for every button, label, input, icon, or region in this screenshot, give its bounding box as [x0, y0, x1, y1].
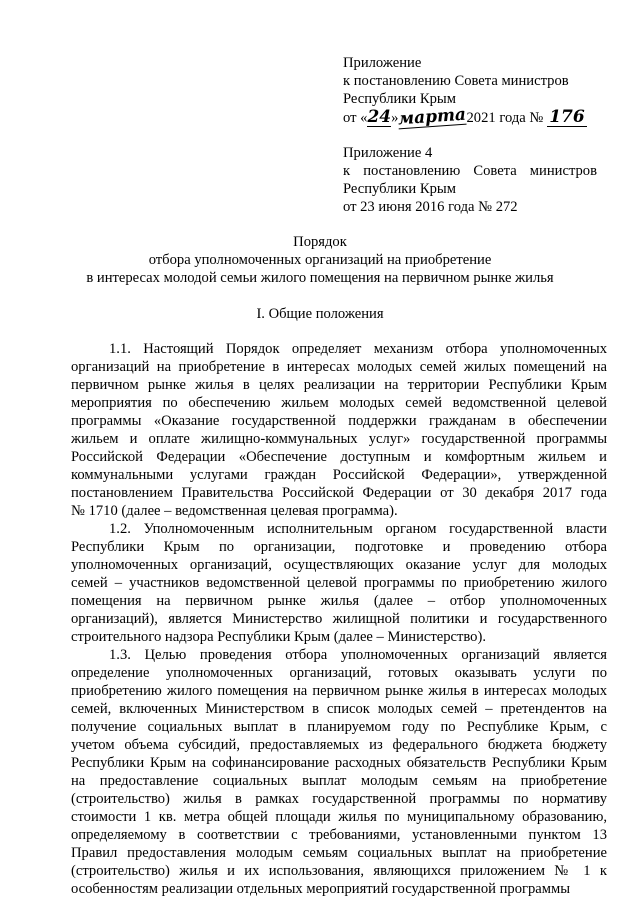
section-heading: I. Общие положения [256, 306, 384, 322]
handwritten-number: 176 [547, 108, 587, 127]
header-line-3: Республики Крым [343, 91, 456, 107]
body-line: семей – участников ведомственной целевой программы по приобретению жилого [71, 575, 607, 591]
title-line-2: отбора уполномоченных организаций на приобретение [148, 252, 492, 268]
body-line: коммунальными услугами граждан Российской Федерации», утвержденной [71, 467, 607, 483]
handwritten-day: 24 [367, 107, 392, 127]
header-line-2: к постановлению Совета министров [343, 73, 569, 89]
body-line: организаций на приобретение в интересах молодых семей жилых помещений на [71, 359, 607, 375]
body-line: постановлением Правительства Российской Федерации от 30 декабря 2017 года [71, 485, 607, 501]
body-line: первичном рынке жилья в целях реализации на территории Республики Крым [71, 377, 607, 393]
body-line: строительного надзора Республики Крым (далее – Министерство). [71, 629, 486, 645]
title-line-1: Порядок [293, 234, 347, 250]
header-year: 2021 года № [466, 110, 544, 126]
body-line: стоимости 1 кв. метра общей площади жилья по муниципальному образованию, [71, 809, 607, 825]
body-line: 1.3. Целью проведения отбора уполномоченных организаций является [109, 647, 607, 663]
body-line: учетом объема субсидий, предоставляемых из федерального бюджета бюджету [71, 737, 607, 753]
body-line: (строительство) жилья в рамках государственной программы по нормативу [71, 791, 607, 807]
body-line: (строительство) жилья и их использования, являющихся приложением № 1 к [71, 863, 607, 879]
body-line: Российской Федерации «Обеспечение доступным и комфортным жильем и [71, 449, 607, 465]
body-line: № 1710 (далее – ведомственная целевая программа). [71, 503, 398, 519]
body-line: семей, включенных Министерством в список молодых семей – претендентов на [71, 701, 607, 717]
body-line: Правил предоставления молодым семьям социальных выплат на приобретение [71, 845, 607, 861]
body-line: уполномоченных организаций, осуществляющих оказание услуг для молодых [71, 557, 607, 573]
body-line: программы «Оказание государственной поддержки гражданам в обеспечении [71, 413, 607, 429]
body-line: получение социальных выплат в планируемом году по Республике Крым, с [71, 719, 607, 735]
body-line: мероприятия по обеспечению жильем молодых семей ведомственной целевой [71, 395, 607, 411]
app4-line-1: Приложение 4 [343, 145, 433, 161]
body-line: Республики Крым по организации, подготовке и проведению отбора [71, 539, 607, 555]
body-line: на предоставление социальных выплат молодым семьям на приобретение [71, 773, 607, 789]
header-ot: от « [343, 110, 368, 126]
app4-line-4: от 23 июня 2016 года № 272 [343, 199, 518, 215]
body-line: приобретению жилого помещения на первичном рынке жилья в интересах молодых [71, 683, 607, 699]
body-line: особенностям реализации отдельных мероприятий государственной программы [71, 881, 571, 897]
body-line: определение уполномоченных организаций, готовых оказывать услуги по [71, 665, 607, 681]
body-line: 1.1. Настоящий Порядок определяет механизм отбора уполномоченных [109, 341, 607, 357]
body-line: организаций), является Министерство жилищной политики и государственного [71, 611, 607, 627]
header-date-line [343, 104, 587, 130]
header-line-1: Приложение [343, 55, 422, 71]
title-line-3: в интересах молодой семьи жилого помещения на первичном рынке жилья [86, 270, 554, 286]
body-line: определяемому в соответствии с требованиями, установленными пунктом 13 [71, 827, 607, 843]
handwritten-month: марта [397, 104, 468, 130]
body-line: Республики Крым на софинансирование расходных обязательств Республики Крым [71, 755, 607, 771]
body-line: жильем и оплате жилищно-коммунальных услуг» государственной программы [71, 431, 607, 447]
body-line: помещения на первичном рынке жилья (далее – отбор уполномоченных [71, 593, 607, 609]
header-sep: » [391, 110, 399, 126]
app4-line-3: Республики Крым [343, 181, 456, 197]
app4-line-2: к постановлению Совета министров [343, 163, 597, 179]
body-line: 1.2. Уполномоченным исполнительным органом государственной власти [109, 521, 607, 537]
